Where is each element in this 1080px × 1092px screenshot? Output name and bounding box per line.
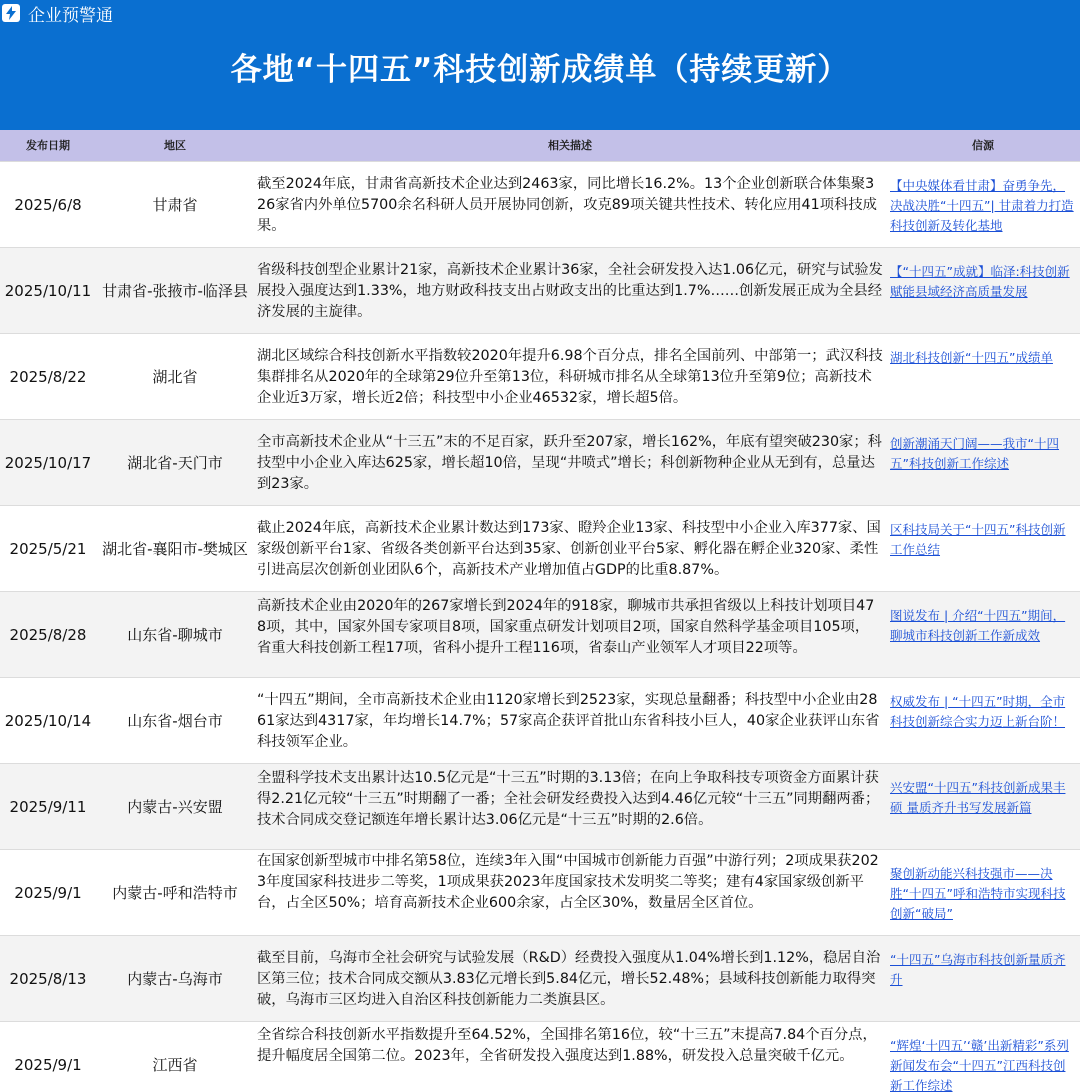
column-header-region: 地区 xyxy=(164,139,186,152)
source-link[interactable]: 湖北科技创新“十四五”成绩单 xyxy=(890,350,1053,365)
description-cell: 截至2024年底，甘肃省高新技术企业达到2463家，同比增长16.2%。13个企业创新联合体集聚326家省内外单位5700余名科研人员开展协同创新，攻克89项关键共性技术、转化应用41项科技成果。 xyxy=(257,176,877,234)
date-cell: 2025/10/11 xyxy=(4,281,92,300)
description-cell: 全盟科学技术支出累计达10.5亿元是“十三五”时期的3.13倍；在向上争取科技专项资金方面累计获得2.21亿元较“十三五”时期翻了一番；全社会研发经费投入达到4.46亿元较“十三五”同期翻两番；技术合同成交登记额连年增长累计达3.06亿元是“十三五”时期的2.6倍。 xyxy=(257,770,880,828)
source-link[interactable]: 创新潮涌天门阔——我市“十四五”科技创新工作综述 xyxy=(890,436,1059,471)
date-cell: 2025/5/21 xyxy=(9,539,87,558)
column-header-description: 相关描述 xyxy=(548,139,592,152)
table-row xyxy=(0,333,1080,419)
region-cell: 内蒙古-乌海市 xyxy=(127,970,223,988)
source-link[interactable]: “十四五”乌海市科技创新量质齐升 xyxy=(890,952,1066,987)
date-cell: 2025/9/1 xyxy=(14,1055,82,1074)
table-row xyxy=(0,935,1080,1021)
table-row xyxy=(0,849,1080,935)
source-link[interactable]: 【“十四五”成就】临泽:科技创新赋能县域经济高质量发展 xyxy=(890,264,1070,299)
header-banner xyxy=(0,0,1080,130)
column-header-date: 发布日期 xyxy=(26,139,70,152)
description-cell: 全市高新技术企业从“十三五”末的不足百家，跃升至207家，增长162%，年底有望突破230家；科技型中小企业入库达625家，增长超10倍，呈现“井喷式”增长；科创新物种企业从无到有，总量达到23家。 xyxy=(257,434,882,492)
description-cell: 截止2024年底，高新技术企业累计数达到173家、瞪羚企业13家、科技型中小企业入库377家、国家级创新平台1家、省级各类创新平台达到35家、创新创业平台5家、孵化器在孵企业320家、柔性引进高层次创新创业团队6个，高新技术产业增加值占GDP的比重8.87%。 xyxy=(257,520,881,578)
source-link[interactable]: 区科技局关于“十四五”科技创新工作总结 xyxy=(890,522,1066,557)
description-cell: 在国家创新型城市中排名第58位，连续3年入围“中国城市创新能力百强”中游行列；2项成果获2023年度国家科技进步二等奖，1项成果获2023年度国家技术发明奖二等奖；建有4家国家级创新平台，占全区50%；培育高新技术企业600余家，占全区30%，数量居全区首位。 xyxy=(257,853,879,911)
region-cell: 湖北省-天门市 xyxy=(127,454,223,472)
region-cell: 山东省-烟台市 xyxy=(127,712,223,730)
description-cell: “十四五”期间，全市高新技术企业由1120家增长到2523家，实现总量翻番；科技型中小企业由2861家达到4317家，年均增长14.7%；57家高企获评首批山东省科技小巨人，40家企业获评山东省科技领军企业。 xyxy=(257,692,880,750)
table-row xyxy=(0,419,1080,505)
app-brand xyxy=(2,2,113,24)
date-cell: 2025/6/8 xyxy=(14,195,82,214)
date-cell: 2025/10/17 xyxy=(4,453,92,472)
lightning-icon xyxy=(2,4,20,22)
region-cell: 甘肃省-张掖市-临泽县 xyxy=(102,282,248,300)
source-link[interactable]: 图说发布 | 介绍“十四五”期间，聊城市科技创新工作新成效 xyxy=(890,608,1066,643)
source-link[interactable]: 权威发布 | “十四五”时期，全市科技创新综合实力迈上新台阶！ xyxy=(890,694,1066,729)
table-row xyxy=(0,1021,1080,1092)
region-cell: 内蒙古-兴安盟 xyxy=(127,798,223,816)
page-title: 各地“十四五”科技创新成绩单（持续更新） xyxy=(230,52,850,88)
date-cell: 2025/8/13 xyxy=(9,969,87,988)
date-cell: 2025/8/22 xyxy=(9,367,87,386)
table-row xyxy=(0,677,1080,763)
description-cell: 省级科技创型企业累计21家，高新技术企业累计36家，全社会研发投入达1.06亿元，研究与试验发展投入强度达到1.33%，地方财政科技支出占财政支出的比重达到1.7%……创新发展正成为全县经济发展的主旋律。 xyxy=(257,262,883,320)
description-cell: 高新技术企业由2020年的267家增长到2024年的918家，聊城市共承担省级以上科技计划项目478项，其中，国家外国专家项目8项，国家重点研发计划项目2项，国家自然科学基金项目105项，省重大科技创新工程17项，省科小提升工程116项，省泰山产业领军人才项目22项等。 xyxy=(257,598,875,656)
source-link[interactable]: 聚创新动能兴科技强市——决胜“十四五”呼和浩特市实现科技创新“破局” xyxy=(890,866,1066,921)
table-row xyxy=(0,763,1080,849)
date-cell: 2025/8/28 xyxy=(9,625,87,644)
region-cell: 甘肃省 xyxy=(152,196,198,214)
app-name: 企业预警通 xyxy=(28,5,113,26)
region-cell: 湖北省 xyxy=(152,368,198,386)
region-cell: 湖北省-襄阳市-樊城区 xyxy=(102,540,248,558)
date-cell: 2025/9/11 xyxy=(9,797,87,816)
region-cell: 内蒙古-呼和浩特市 xyxy=(112,884,238,902)
description-cell: 湖北区域综合科技创新水平指数较2020年提升6.98个百分点，排名全国前列、中部第一；武汉科技集群排名从2020年的全球第29位升至第13位，科研城市排名从全球第13位升至第9位；高新技术企业近3万家，增长近2倍；科技型中小企业46532家，增长超5倍。 xyxy=(257,348,883,406)
table-row xyxy=(0,161,1080,247)
column-header-source: 信源 xyxy=(972,139,994,152)
region-cell: 山东省-聊城市 xyxy=(127,626,223,644)
table-header xyxy=(0,130,1080,161)
source-link[interactable]: 兴安盟“十四五”科技创新成果丰硕 量质齐升书写发展新篇 xyxy=(890,780,1066,815)
table-row xyxy=(0,591,1080,677)
source-link[interactable]: 【中央媒体看甘肃】奋勇争先，决战决胜“十四五”| 甘肃着力打造科技创新及转化基地 xyxy=(890,178,1074,233)
table-row xyxy=(0,505,1080,591)
region-cell: 江西省 xyxy=(152,1056,198,1074)
date-cell: 2025/10/14 xyxy=(4,711,92,730)
table-row xyxy=(0,247,1080,333)
source-link[interactable]: “辉煌‘十四五’‘赣’出新精彩”系列新闻发布会“十四五”江西科技创新工作综述 xyxy=(890,1038,1069,1092)
description-cell: 截至目前，乌海市全社会研究与试验发展（R&D）经费投入强度从1.04%增长到1.12%，稳居自治区第三位；技术合同成交额从3.83亿元增长到5.84亿元，增长52.48%；县域科技创新能力取得突破，乌海市三区均进入自治区科技创新能力二类旗县区。 xyxy=(257,950,881,1008)
description-cell: 全省综合科技创新水平指数提升至64.52%，全国排名第16位，较“十三五”末提高7.84个百分点，提升幅度居全国第二位。2023年，全省研发投入强度达到1.88%，研发投入总量突破千亿元。 xyxy=(257,1027,877,1064)
date-cell: 2025/9/1 xyxy=(14,883,82,902)
